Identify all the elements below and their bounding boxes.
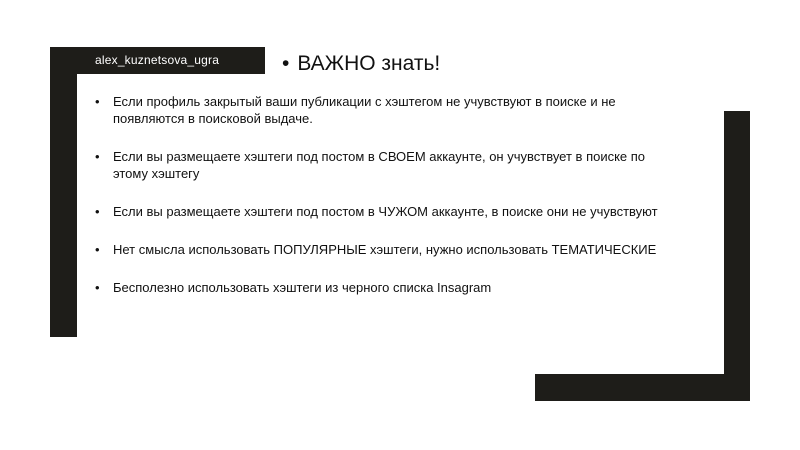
list-item-text: Бесполезно использовать хэштеги из черного списка Insagram: [113, 280, 492, 295]
list-item: [95, 279, 675, 296]
list-item: [95, 93, 675, 127]
bullet-dot: •: [95, 280, 100, 295]
bullet-dot: •: [95, 94, 100, 109]
heading-bullet: •: [282, 52, 290, 75]
list-item-text: Если вы размещаете хэштеги под постом в СВОЕМ аккаунте, он учувствует в поиске по этому хэштегу: [113, 149, 646, 181]
bullet-dot: •: [95, 149, 100, 164]
author-handle: alex_kuznetsova_ugra: [95, 53, 220, 67]
slide-heading: [282, 50, 440, 78]
list-item-text: Если профиль закрытый ваши публикации с хэштегом не учувствуют в поиске и не появляются в поисковой выдаче.: [113, 94, 616, 126]
heading-text: ВАЖНО знать!: [297, 52, 441, 75]
list-item: [95, 148, 675, 182]
frame-bottom-right-bar: [535, 374, 750, 401]
list-item: [95, 203, 675, 220]
bullet-dot: •: [95, 242, 100, 257]
list-item: [95, 241, 675, 258]
bullet-list: [95, 93, 675, 317]
frame-left-bar: [50, 47, 77, 337]
frame-right-bar: [724, 111, 750, 401]
bullet-dot: •: [95, 204, 100, 219]
list-item-text: Если вы размещаете хэштеги под постом в ЧУЖОМ аккаунте, в поиске они не учувствуют: [113, 204, 658, 219]
list-item-text: Нет смысла использовать ПОПУЛЯРНЫЕ хэштеги, нужно использовать ТЕМАТИЧЕСКИЕ: [113, 242, 657, 257]
